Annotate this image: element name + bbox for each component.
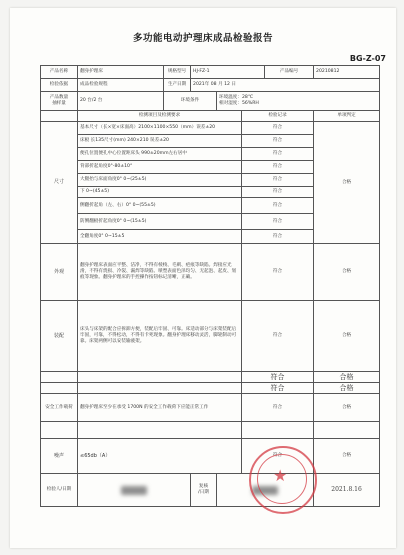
- blank-cell: [41, 422, 78, 439]
- safety-category: 安全工作载荷: [41, 394, 78, 422]
- redacted-signature: [121, 486, 147, 495]
- size-result: 符合: [242, 122, 314, 135]
- size-item: 基本尺寸（长×宽×床面高）2100×1100×550（mm）误差±20: [78, 122, 242, 135]
- assembly-text: 床头与床架的配合应拆卸方便，装配后牢固、可靠。床适动部分与床架装配后牢固，可靠，不得松动，不得有卡死现象。翻身护理床移动灵活，脚轮制动可靠。床架两侧可以安装输液架。: [78, 301, 242, 372]
- assembly-verdict: 合格: [314, 301, 380, 372]
- qty-value: 20 台/2 台: [78, 92, 164, 111]
- product-no-value: 20210812: [314, 66, 380, 79]
- basis-label: 检验依据: [41, 79, 78, 92]
- model-value: HJ-FZ-1: [191, 66, 265, 79]
- report-paper: [10, 8, 396, 548]
- blank-cell: [78, 422, 242, 439]
- verdict-header: 单项判定: [314, 111, 380, 122]
- noise-text: ≤65db（A）: [78, 439, 242, 474]
- size-result: 符合: [242, 230, 314, 244]
- size-item: 大腿抬与床面角度0° 0~(25±5): [78, 174, 242, 187]
- assembly-extra-verdict: 合格: [314, 383, 380, 394]
- assembly-category: 装配: [41, 301, 78, 372]
- model-label: 规格型号: [164, 66, 191, 79]
- size-result: 符合: [242, 214, 314, 230]
- blank-cell: [78, 372, 242, 383]
- inspector-signature: [78, 474, 191, 507]
- size-item: 便孔位置便孔中心位置距床头 990±20mm左右居中: [78, 148, 242, 161]
- size-result: 符合: [242, 174, 314, 187]
- assembly-result: 符合: [242, 301, 314, 372]
- official-stamp: [249, 446, 317, 514]
- blank-cell: [242, 422, 314, 439]
- env-value: 环境温度：28℃ 相对湿度：56%RH: [217, 92, 380, 111]
- assembly-extra-result: 符合: [242, 383, 314, 394]
- date-value: 2021年 08 月 12 日: [191, 79, 380, 92]
- noise-result: 符合: [242, 439, 314, 474]
- reviewer-label: 复核 /日期: [191, 474, 217, 507]
- size-result: 符合: [242, 198, 314, 214]
- size-category: 尺寸: [41, 122, 78, 244]
- size-item: 床板 长135尺寸(mm) 240×210 误差±20: [78, 135, 242, 148]
- inspection-table: [40, 65, 380, 507]
- safety-verdict: 合格: [314, 394, 380, 422]
- assembly-extra-verdict: 合格: [314, 372, 380, 383]
- product-name: 翻身护理床: [78, 66, 164, 79]
- result-header: 检验记录: [242, 111, 314, 122]
- noise-verdict: 合格: [314, 439, 380, 474]
- size-item: 防侧翻板折起角度0° 0~(15±5): [78, 214, 242, 230]
- size-item: 全翻角度0° 0~15±5: [78, 230, 242, 244]
- size-item: 侧翻折起角（左、右）0° 0~(55±5): [78, 198, 242, 214]
- inspector-label: 检验人/日期: [41, 474, 78, 507]
- blank-cell: [41, 111, 78, 122]
- appearance-result: 符合: [242, 244, 314, 301]
- safety-result: 符合: [242, 394, 314, 422]
- size-result: 符合: [242, 161, 314, 174]
- date-label: 生产日期: [164, 79, 191, 92]
- noise-category: 噪声: [41, 439, 78, 474]
- star-icon: ★: [273, 466, 288, 485]
- safety-text: 翻身护理床至少在承受 1700N 的安全工作载荷下应能正常工作: [78, 394, 242, 422]
- size-item: 背部折起角度0°-80±10°: [78, 161, 242, 174]
- document-code: BG-Z-07: [349, 54, 386, 63]
- assembly-extra-result: 符合: [242, 372, 314, 383]
- size-result: 符合: [242, 135, 314, 148]
- size-item: 下 0~(45±5): [78, 187, 242, 198]
- env-label: 环境条件: [164, 92, 217, 111]
- appearance-verdict: 合格: [314, 244, 380, 301]
- appearance-category: 外观: [41, 244, 78, 301]
- blank-cell: [41, 383, 78, 394]
- req-header: 检测项目及检测要求: [78, 111, 242, 122]
- product-name-label: 产品名称: [41, 66, 78, 79]
- sign-date: 2021.8.16: [314, 474, 380, 507]
- basis-value: 成品检验规程: [78, 79, 164, 92]
- size-result: 符合: [242, 148, 314, 161]
- size-result: 符合: [242, 187, 314, 198]
- report-title: 多功能电动护理床成品检验报告: [132, 33, 273, 44]
- blank-cell: [78, 383, 242, 394]
- product-no-label: 产品编号: [265, 66, 314, 79]
- blank-cell: [41, 372, 78, 383]
- size-verdict: 合格: [314, 122, 380, 244]
- qty-label: 产品数量 抽样量: [41, 92, 78, 111]
- appearance-text: 翻身护理床表面应平整、洁净，不得有棱棱、毛刺、疤痕等缺陷。焊接应光滑，不得有烧损、冷裂、漏焊等缺陷。喷塑表面色泽均匀、无起泡、起皮、划痕等现象。翻身护理床的手控操作按钮标记清晰，正确。: [78, 244, 242, 301]
- blank-cell: [314, 422, 380, 439]
